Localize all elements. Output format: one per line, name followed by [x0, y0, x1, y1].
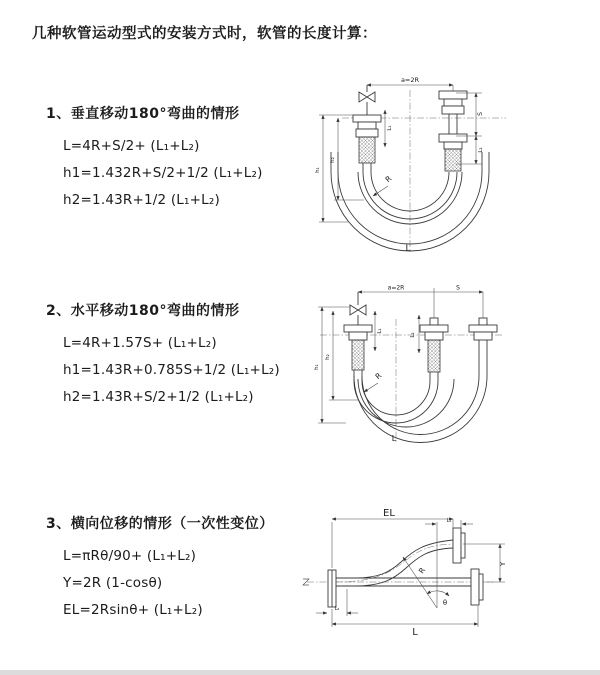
dim-label-length: L: [412, 627, 418, 638]
dim-label-stroke: S: [456, 284, 460, 292]
dim-label-radius: R: [383, 173, 394, 185]
dim-label-span: a=2R: [400, 76, 420, 84]
valve-symbol: [359, 85, 375, 115]
formula-line: L=4R+S/2+ (L₁+L₂): [63, 138, 200, 154]
section-2: [46, 300, 316, 411]
section-2-formulas: [63, 330, 316, 411]
diagram-1-vertical-bend: [306, 60, 596, 255]
section-1-formulas: [63, 133, 316, 214]
dim-label-length: L: [391, 434, 397, 443]
s-curve-hose: [336, 540, 453, 586]
section-3: [46, 513, 316, 624]
formula-line: h1=1.432R+S/2+1/2 (L₁+L₂): [63, 165, 263, 181]
page-title: 几种软管运动型式的安装方式时，软管的长度计算：: [32, 26, 377, 42]
section-2-heading: 2、水平移动180°弯曲的情形: [46, 303, 240, 319]
braided-section-right: [445, 149, 461, 171]
dim-label-y: Y: [499, 561, 507, 567]
dimension-lines: [314, 285, 483, 444]
dim-label-span: a=2R: [387, 284, 405, 292]
middle-flange-fitting: [420, 318, 448, 340]
dim-label-stroke: S: [477, 112, 484, 116]
dim-label-el: EL: [383, 508, 395, 519]
diagram-3-lateral-displacement: [297, 502, 599, 642]
dim-label-l1: L₁: [387, 125, 393, 131]
dim-label-l2: L₂: [410, 332, 416, 338]
dim-label-l1: L₁: [446, 518, 452, 524]
right-flange-fitting: [469, 318, 497, 340]
left-flange-fitting: [344, 325, 372, 340]
formula-line: L=4R+1.57S+ (L₁+L₂): [63, 335, 217, 351]
dim-label-h2: h₂: [330, 157, 336, 163]
hose-assembly: [344, 292, 497, 443]
formula-line: L=πRθ/90+ (L₁+L₂): [63, 548, 197, 564]
valve-symbol: [350, 292, 366, 325]
diagram-2-horizontal-bend: [306, 281, 596, 446]
left-flange-fitting: [353, 115, 381, 137]
section-1: [46, 103, 316, 214]
dim-label-l1: L₁: [377, 328, 383, 334]
right-flange-fitting-upper: [439, 91, 467, 134]
dim-label-h1: h₁: [315, 167, 321, 173]
dim-label-h2: h₂: [325, 354, 331, 360]
scan-edge-artifact: [0, 670, 600, 675]
braided-section-middle: [428, 340, 440, 372]
section-3-formulas: [63, 543, 316, 624]
left-flange-fitting: [328, 570, 336, 607]
braided-section-left: [359, 137, 375, 163]
formula-line: h1=1.43R+0.785S+1/2 (L₁+L₂): [63, 362, 280, 378]
right-flange-fitting: [471, 569, 483, 605]
dim-label-l2: L₂: [334, 606, 340, 612]
dim-label-theta: θ: [442, 599, 448, 607]
section-3-heading: 3、横向位移的情形（一次性变位）: [46, 516, 274, 532]
upper-flange-fitting: [453, 528, 465, 563]
dim-label-length: L: [405, 244, 411, 254]
formula-line: EL=2Rsinθ+ (L₁+L₂): [63, 602, 203, 618]
formula-line: h2=1.43R+S/2+1/2 (L₁+L₂): [63, 389, 254, 405]
section-1-heading: 1、垂直移动180°弯曲的情形: [46, 106, 240, 122]
u-bend-arcs: [354, 376, 487, 443]
dim-label-h1: h₁: [314, 364, 320, 370]
formula-line: Y=2R (1-cosθ): [63, 575, 163, 591]
formula-line: h2=1.43R+1/2 (L₁+L₂): [63, 192, 220, 208]
hose-assembly: [328, 528, 483, 607]
dim-label-radius: R: [416, 565, 428, 576]
braided-section-left: [352, 340, 364, 370]
dim-label-l2: L₂: [478, 147, 484, 153]
dim-label-radius: R: [373, 370, 384, 382]
